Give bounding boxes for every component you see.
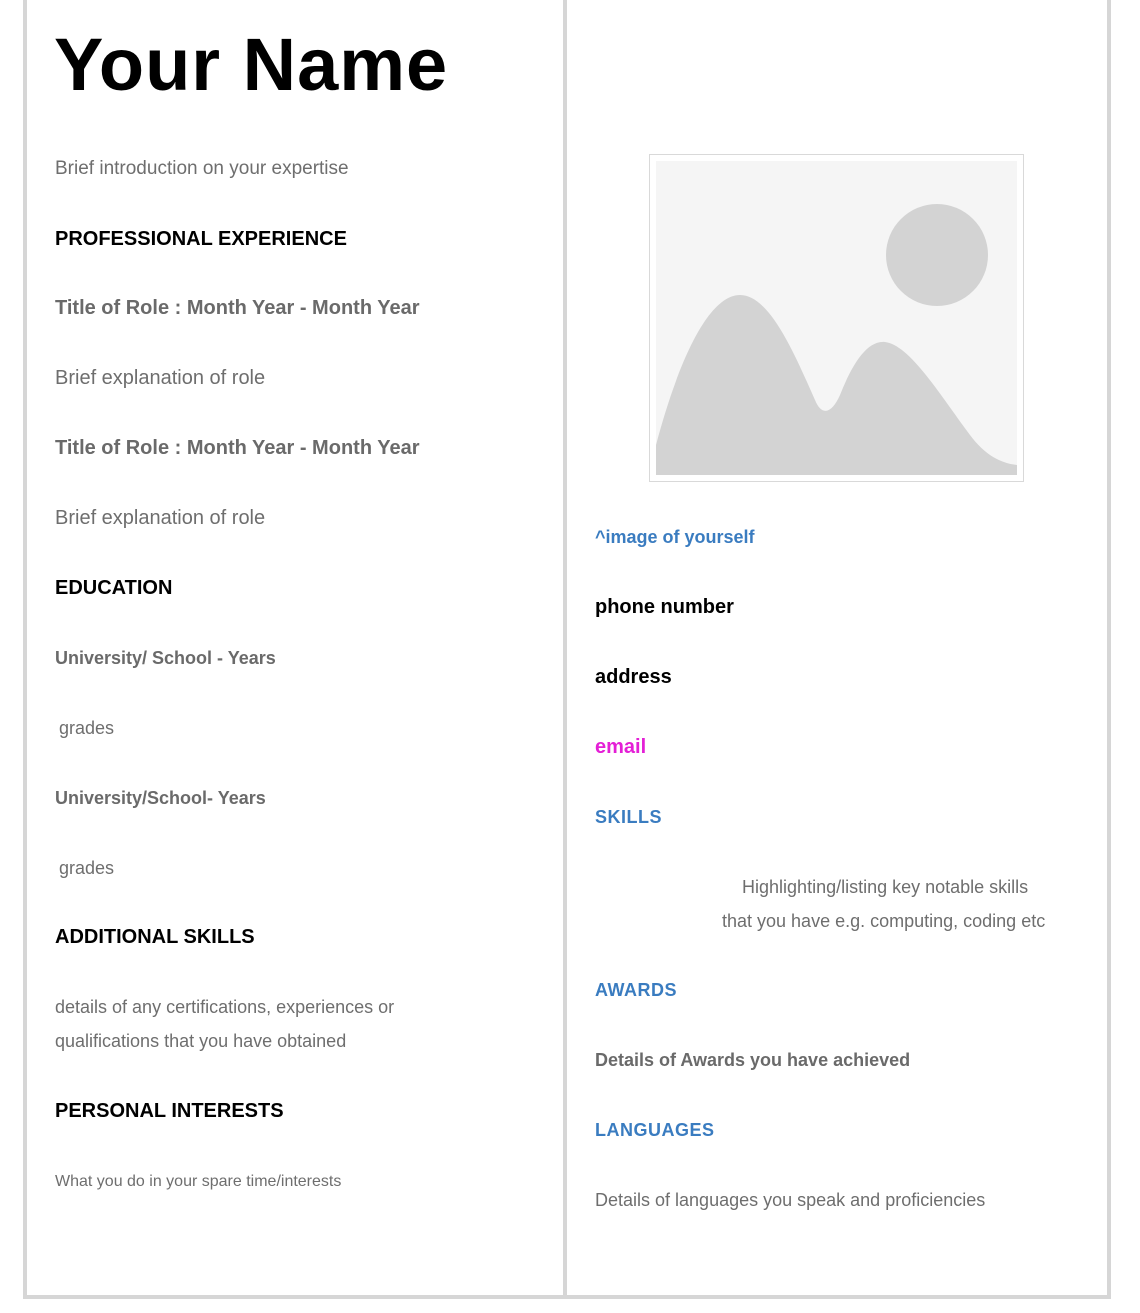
role-title-1: Title of Role : Month Year - Month Year: [55, 297, 420, 319]
role-description-1: Brief explanation of role: [55, 367, 266, 389]
awards-heading: AWARDS: [595, 980, 678, 1000]
education-grades-1: grades: [59, 718, 115, 738]
education-grades-2: grades: [59, 858, 115, 878]
experience-heading: PROFESSIONAL EXPERIENCE: [55, 228, 347, 250]
photo-caption: ^image of yourself: [595, 527, 755, 547]
resume-name: Your Name: [54, 23, 449, 106]
additional-skills-details: details of any certifications, experiences or qualifications that you have obtained: [55, 997, 395, 1051]
image-placeholder-icon: [650, 155, 1023, 481]
skills-details: [722, 870, 1045, 938]
address: address: [595, 666, 672, 688]
skills-line-2: that you have e.g. computing, coding etc: [722, 911, 1046, 931]
education-heading: EDUCATION: [55, 577, 173, 599]
education-entry-2: University/School- Years: [55, 788, 266, 808]
personal-interests-heading: PERSONAL INTERESTS: [55, 1100, 284, 1122]
education-entry-1: University/ School - Years: [55, 648, 276, 668]
languages-heading: LANGUAGES: [595, 1120, 715, 1140]
profile-photo-placeholder[interactable]: [649, 154, 1024, 482]
email: email: [595, 736, 647, 758]
role-title-2: Title of Role : Month Year - Month Year: [55, 437, 420, 459]
awards-details: Details of Awards you have achieved: [595, 1050, 911, 1070]
additional-skills-heading: ADDITIONAL SKILLS: [55, 926, 255, 948]
skills-heading: SKILLS: [595, 807, 663, 827]
languages-details: Details of languages you speak and proficiencies: [595, 1190, 986, 1210]
intro-text: Brief introduction on your expertise: [55, 158, 349, 179]
personal-interests-details: What you do in your spare time/interests: [55, 1173, 342, 1190]
skills-line-1: Highlighting/listing key notable skills: [742, 877, 1029, 897]
phone-number: phone number: [595, 596, 734, 618]
role-description-2: Brief explanation of role: [55, 507, 266, 529]
column-divider: [563, 0, 567, 1297]
